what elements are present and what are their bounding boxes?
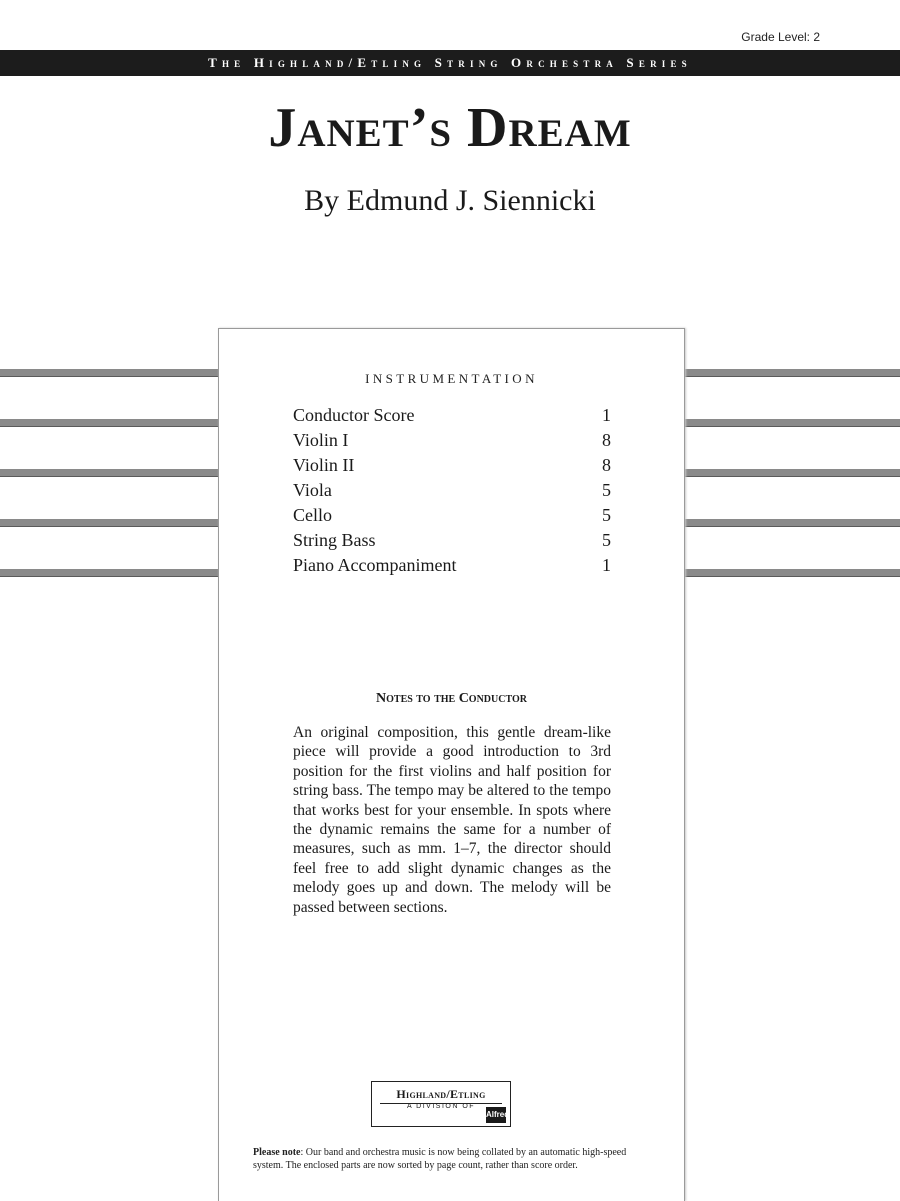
- info-panel: [218, 328, 685, 1201]
- instrument-name: Viola: [293, 480, 332, 500]
- instrument-name: Conductor Score: [293, 405, 415, 425]
- instrument-row: [293, 528, 611, 553]
- instrument-count: 8: [602, 455, 611, 475]
- staff-line-left-5: [0, 569, 218, 576]
- instrument-row: [293, 403, 611, 428]
- instrumentation-list: [293, 403, 611, 578]
- staff-line-right-1: [685, 369, 900, 376]
- staff-line-right-5: [685, 569, 900, 576]
- instrument-name: String Bass: [293, 530, 376, 550]
- instrument-count: 8: [602, 430, 611, 450]
- parent-logo-badge: Alfred: [486, 1107, 506, 1123]
- notes-heading: Notes to the Conductor: [376, 691, 527, 706]
- instrument-row: [293, 428, 611, 453]
- instrument-row: [293, 553, 611, 578]
- instrument-name: Violin II: [293, 455, 355, 475]
- instrument-name: Piano Accompaniment: [293, 555, 457, 575]
- instrument-name: Cello: [293, 505, 332, 525]
- staff-line-left-4: [0, 519, 218, 526]
- instrumentation-heading: INSTRUMENTATION: [365, 371, 538, 386]
- staff-line-right-4: [685, 519, 900, 526]
- instrument-count: 5: [602, 505, 611, 525]
- instrument-count: 1: [602, 555, 611, 575]
- piece-title: Janet’s Dream: [268, 97, 632, 159]
- staff-line-right-3: [685, 469, 900, 476]
- series-banner: The Highland/Etling String Orchestra Series: [0, 50, 900, 76]
- footer-note-label: Please note: [253, 1147, 301, 1158]
- instrument-row: [293, 503, 611, 528]
- staff-line-right-2: [685, 419, 900, 426]
- publisher-name: Highland/Etling: [396, 1087, 486, 1101]
- publisher-division: A DIVISION OF: [406, 1103, 476, 1110]
- instrument-name: Violin I: [293, 430, 349, 450]
- instrument-count: 5: [602, 480, 611, 500]
- notes-body: An original composition, this gentle dream-like piece will provide a good introduction to 3rd position for the first violins and half position for string bass. The tempo may be altered to the tempo that works best for your ensemble. In spots where the dynamic remains the same for a number of measures, such as mm. 1–7, the director should feel free to add slight dynamic changes as the melody goes up and down. The melody will be passed between sections.: [293, 724, 611, 916]
- staff-line-left-2: [0, 419, 218, 426]
- instrument-count: 5: [602, 530, 611, 550]
- instrument-row: [293, 478, 611, 503]
- footer-note-text: : Our band and orchestra music is now being collated by an automatic high-speed system. The enclosed parts are now sorted by page count, rather than score order.: [253, 1147, 627, 1171]
- staff-line-left-3: [0, 469, 218, 476]
- publisher-logo: [371, 1081, 511, 1127]
- instrument-row: [293, 453, 611, 478]
- staff-line-left-1: [0, 369, 218, 376]
- logo-divider: [380, 1103, 502, 1104]
- instrument-count: 1: [602, 405, 611, 425]
- footer-note: [253, 1147, 653, 1172]
- grade-level: Grade Level: 2: [741, 30, 820, 44]
- composer-credit: By Edmund J. Siennicki: [304, 184, 596, 217]
